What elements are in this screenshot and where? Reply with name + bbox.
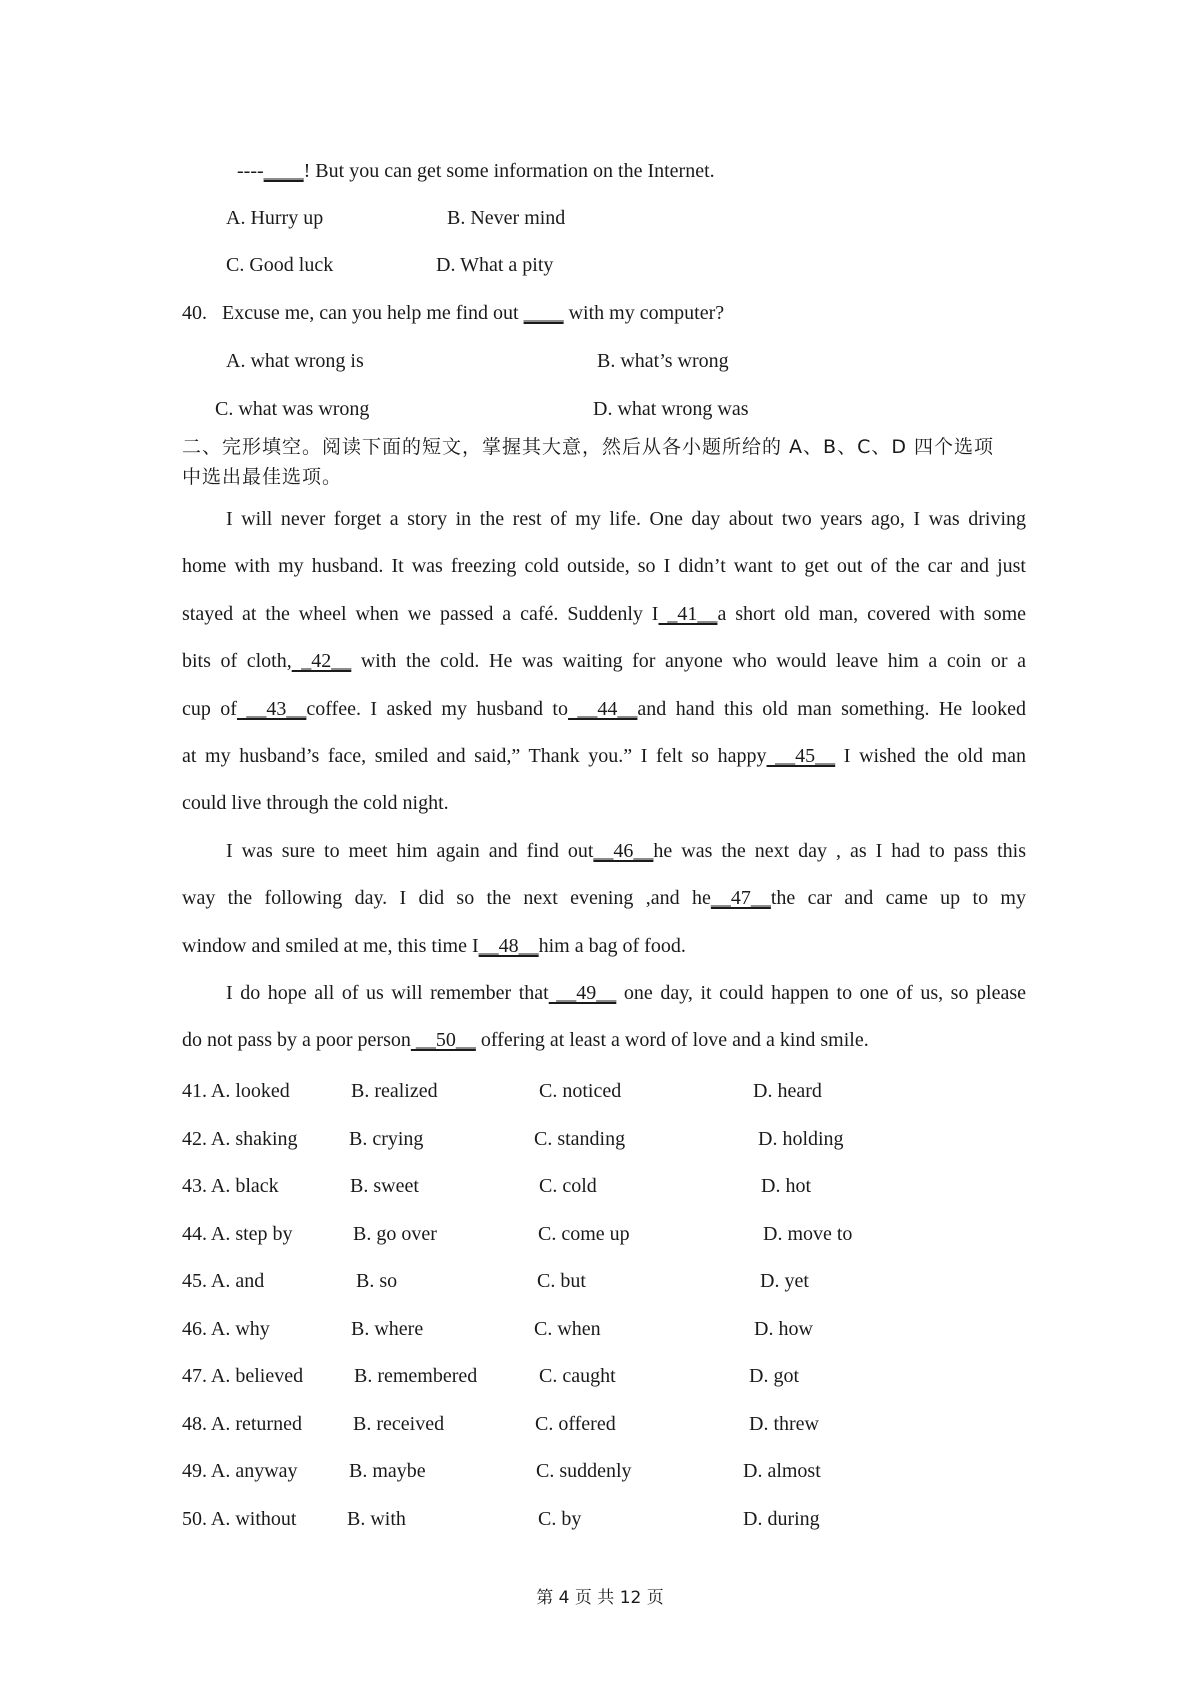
blank-50: __50__ (410, 1029, 476, 1052)
choice-48-b: B. received (353, 1413, 445, 1435)
choice-48-a: 48. A. returned (182, 1413, 302, 1435)
section2-instructions (182, 432, 1026, 492)
blank-45: __45__ (766, 744, 836, 767)
choice-47-d: D. got (749, 1365, 799, 1387)
q40-stem-a: Excuse me, can you help me find out (222, 302, 524, 324)
q39-option-a: A. Hurry up (226, 207, 324, 229)
choice-41-c: C. noticed (539, 1080, 622, 1102)
passage-line-9 (182, 875, 1026, 922)
passage-line-10 (182, 923, 1026, 970)
choice-42-a: 42. A. shaking (182, 1128, 298, 1150)
text-span: do not pass by a poor person (182, 1029, 411, 1052)
choice-42-b: B. crying (349, 1128, 424, 1150)
text-span: one day, it could happen to one of us, so please (616, 981, 1027, 1004)
choice-50-d: D. during (743, 1508, 820, 1530)
choice-44-a: 44. A. step by (182, 1223, 293, 1245)
blank-47: __47__ (710, 887, 771, 910)
choice-43-a: 43. A. black (182, 1175, 279, 1197)
choice-44-b: B. go over (353, 1223, 437, 1245)
blank-49: __49__ (548, 981, 617, 1004)
blank-42: _42__ (291, 650, 352, 673)
text-span: stayed at the wheel when we passed a café. Suddenly I (182, 602, 659, 625)
choice-48-d: D. threw (749, 1413, 819, 1435)
choice-41-d: D. heard (753, 1080, 822, 1102)
choice-49-c: C. suddenly (536, 1460, 632, 1482)
choice-49-d: D. almost (743, 1460, 821, 1482)
text-span: window and smiled at me, this time I (182, 934, 479, 957)
choice-48-c: C. offered (535, 1413, 616, 1435)
choice-46-a: 46. A. why (182, 1318, 270, 1340)
q40-option-b: B. what’s wrong (597, 350, 729, 372)
section2-line1: 二、完形填空。阅读下面的短文，掌握其大意，然后从各小题所给的 A、B、C、D 四个选项 (182, 436, 995, 458)
page-number-footer: 第 4 页 共 12 页 (536, 1588, 664, 1608)
passage-line-8 (182, 828, 1026, 875)
q40-number: 40. (182, 302, 207, 324)
section2-line2: 中选出最佳选项。 (182, 466, 343, 488)
passage-line-12 (182, 1017, 1026, 1064)
q39-option-c: C. Good luck (226, 254, 334, 276)
q39-stem (237, 158, 715, 184)
text-span: him a bag of food. (538, 934, 686, 957)
q40-blank: ____ (523, 302, 564, 324)
choice-45-a: 45. A. and (182, 1270, 265, 1292)
text-span: the car and came up to my (770, 887, 1026, 910)
choice-49-b: B. maybe (349, 1460, 426, 1482)
passage-line-2: home with my husband. It was freezing cold outside, so I didn’t want to get out of the car and just (182, 555, 1026, 578)
text-span: he was the next day , as I had to pass this (653, 839, 1026, 862)
blank-41: _41__ (658, 602, 718, 625)
passage-line-11 (182, 970, 1026, 1017)
choice-47-c: C. caught (539, 1365, 616, 1387)
choice-44-d: D. move to (763, 1223, 853, 1245)
choice-47-b: B. remembered (354, 1365, 478, 1387)
passage-line-6 (182, 733, 1026, 780)
text-span: I do hope all of us will remember that (226, 981, 549, 1004)
choice-41-b: B. realized (351, 1080, 438, 1102)
text-span: way the following day. I did so the next evening ,and he (182, 887, 711, 910)
text-span: a short old man, covered with some (717, 602, 1027, 625)
choice-45-d: D. yet (760, 1270, 809, 1292)
choice-44-c: C. come up (538, 1223, 630, 1245)
q39-stem-prefix: ---- (237, 160, 264, 182)
q40-option-d: D. what wrong was (593, 398, 749, 420)
q39-option-b: B. Never mind (447, 207, 566, 229)
text-span: I wished the old man (835, 744, 1027, 767)
choice-43-c: C. cold (539, 1175, 597, 1197)
choice-46-b: B. where (351, 1318, 424, 1340)
q40-option-a: A. what wrong is (226, 350, 364, 372)
choice-43-d: D. hot (761, 1175, 811, 1197)
passage-line-3 (182, 591, 1026, 638)
q39-stem-suffix: ! But you can get some information on the Internet. (303, 160, 715, 182)
blank-44: __44__ (568, 697, 638, 720)
choice-49-a: 49. A. anyway (182, 1460, 298, 1482)
choice-50-b: B. with (347, 1508, 406, 1530)
text-span: with the cold. He was waiting for anyone who would leave him a coin or a (351, 650, 1026, 673)
blank-43: __43__ (236, 697, 307, 720)
blank-48: __48__ (478, 934, 539, 957)
text-span: coffee. I asked my husband to (306, 697, 568, 720)
q39-option-d: D. What a pity (436, 254, 554, 276)
choice-46-d: D. how (754, 1318, 813, 1340)
choice-45-b: B. so (356, 1270, 398, 1292)
choice-43-b: B. sweet (350, 1175, 419, 1197)
choice-47-a: 47. A. believed (182, 1365, 304, 1387)
passage-line-4 (182, 638, 1026, 685)
q40-stem-b: with my computer? (563, 302, 725, 324)
text-span: I was sure to meet him again and find out (226, 839, 594, 862)
passage-line-7: could live through the cold night. (182, 792, 449, 815)
text-span: bits of cloth, (182, 650, 292, 673)
passage-line-1: I will never forget a story in the rest of my life. One day about two years ago, I was driving (226, 508, 1026, 530)
q39-blank: ____ (263, 160, 304, 182)
choice-42-c: C. standing (534, 1128, 626, 1150)
blank-46: __46__ (593, 839, 654, 862)
passage (182, 496, 1026, 1065)
choice-50-c: C. by (538, 1508, 582, 1530)
text-span: at my husband’s face, smiled and said,” Thank you.” I felt so happy (182, 744, 767, 767)
choice-42-d: D. holding (758, 1128, 844, 1150)
choice-45-c: C. but (537, 1270, 586, 1292)
passage-line-5 (182, 686, 1026, 733)
choice-46-c: C. when (534, 1318, 601, 1340)
text-span: cup of (182, 697, 237, 720)
choice-50-a: 50. A. without (182, 1508, 297, 1530)
q40-option-c: C. what was wrong (215, 398, 370, 420)
text-span: and hand this old man something. He looked (637, 697, 1027, 720)
choice-41-a: 41. A. looked (182, 1080, 290, 1102)
q40-stem (182, 300, 724, 326)
text-span: offering at least a word of love and a kind smile. (475, 1029, 869, 1052)
